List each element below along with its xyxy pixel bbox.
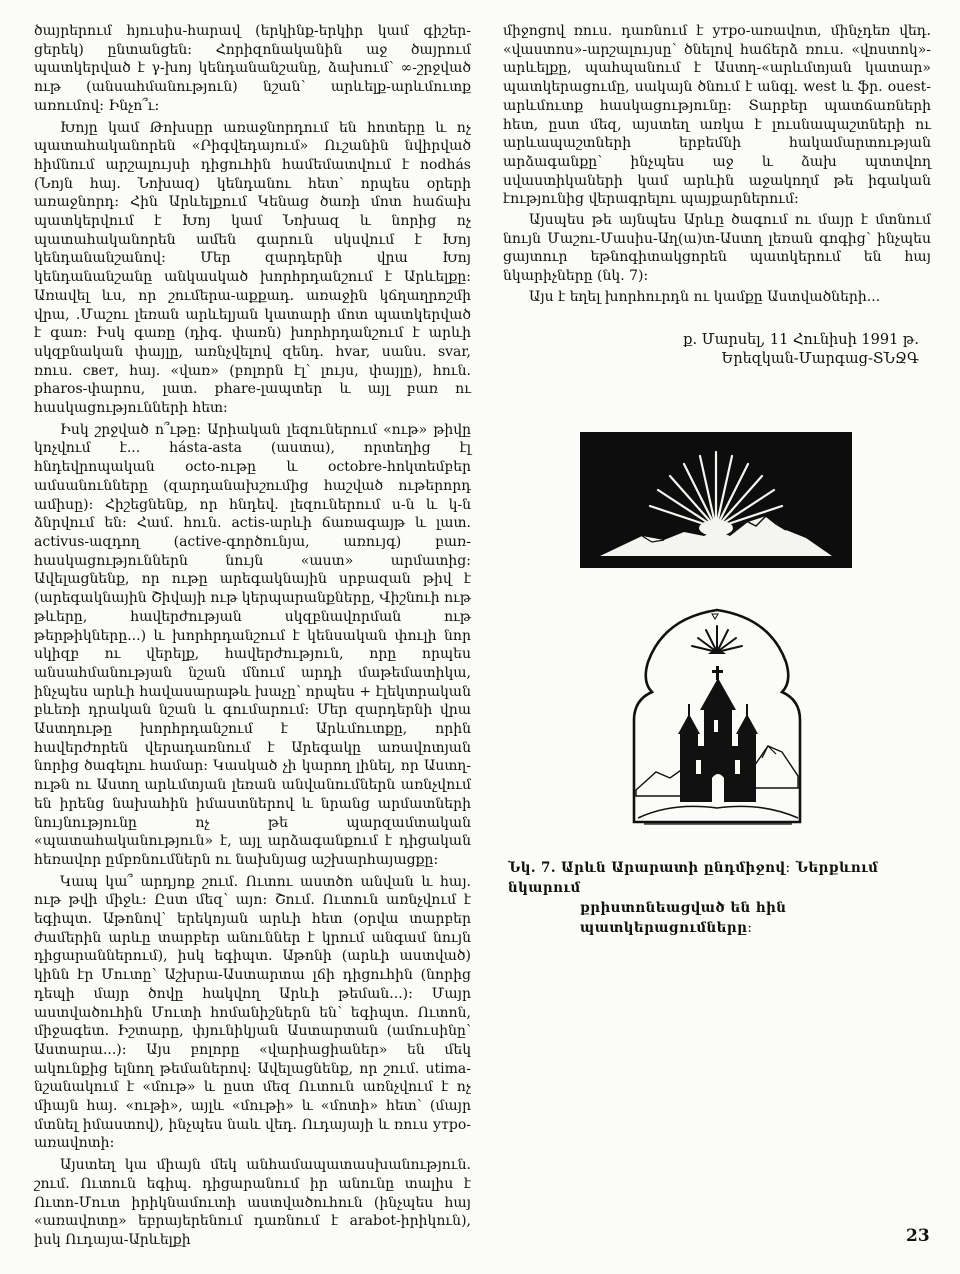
figure-caption-line: Նկ. 7. Արևն Արարատի ընդմիջով։ Ներքևում նկարում [508, 860, 879, 896]
signature-date: ք. Մարսել, 11 Հունիսի 1991 թ. [683, 331, 919, 348]
figure-caption-line: քրիստոնեացված են հին պատկերացումները։ [580, 900, 787, 936]
figure-caption [508, 858, 918, 938]
paragraph: ծայրերում հյուսիս-հարավ (երկինք-երկիր կամ գիշեր-ցերեկ) ընտանցեն։ Հորիզոնականին աջ ծայրում պատկերված է γ-խոյ կենդանանշանը, ձախում՝ ∞-շրջված ութ (անսահմանություն) նշան՝ արևելք-արևմուտք առումով։ Ինչո՞ւ։ [34, 23, 471, 114]
paragraph: միջոցով ռուս. դառնում է утро-առավոտ, մինչդեռ վեդ. «վաստոս»-արշալույսը՝ ծնելով հաճերձ ռուս. «վոստոկ»-արևելքը, պահպանում է Աստղ-«արևմտյան կատար» պատկերացումը, սակայն ծնում է անգլ. west և ֆր. ouest-արևմուտք հասկացությունը։ Տարբեր պատճառների հետ, ըստ մեզ, այստեղ առկա է լուսնապաշտների ու արևապաշտների երբեմնի հակամարտության արձագանքը՝ ինչպես աջ և ձախ պտտվող սվաստիկաների կամ արևին աջակողմ թե իգական էությունից վերագրելու պայքարներում։ [503, 23, 931, 208]
paragraph: Խոյը կամ Թոխսըր առաջնորդում են հոտերը և ոչ պատահականորեն «Րիգվեդայում» Ուշանին նվիրված հիմնում արշալույսի դիցուհին համեմատվում է nodhás (Նոյն հայ. Նոխազ) կենդանու հետ՝ որպես օրերի առաջնորդ։ Հին Արևելքում Կենաց ծառի մոտ հաճախ պատկերվում է Խոյ կամ Նոխազ և նորից ոչ պատահականորեն ամեն գարուն սկսվում է Խոյ կենդանանշանով։ Մեր զարդերնի վրա Խոյ կենդանանշանը անկասկած խորհրդանշում է Արևելքը։ Առավել ևս, որ շումերա-աքքադ. առաջին կճղաղրոշմի վրա, ․Մաշու լեռան արևելյան կատարի մոտ պատկերված է գառ։ Իսկ գառը (դիգ. փառն) խորհրդանշում է արևի սկզբնական փայլը, առնչվելով զենդ. hvar, սանս. svar, ռուս. свет, հայ. «վառ» (բոլորն էլ՝ լույս, փայլը), հուն. pharos-փարոս, լատ. phare-լապտեր և այլ բառ ու հասկացությունների հետ։ [34, 119, 471, 417]
paragraph: Այստեղ կա միայն մեկ անհամապատասխանություն. շում. Ուտուն եգիպ. դիցարանում իր անունը տալիս է Ուտո-Մուտ իրիկնամուտի աստվածուհուն (ինչպես հայ «առավոտը» եբրայերենում դառնում է arabot-իրիկուն), իսկ Ուդայա-Արևելքի [34, 1157, 471, 1248]
signature-block [503, 331, 931, 369]
figure-church-illustration [572, 596, 862, 834]
page-number: 23 [906, 1226, 930, 1246]
signature-author: Երեզկան-Մարգաց-ՏՆՋԳ [721, 350, 919, 367]
paragraph: Այս է եղել խորհուրդն ու կամքը Աստվածների... [529, 288, 881, 305]
right-column [503, 22, 931, 369]
figure-sunrise-illustration [580, 432, 852, 568]
paragraph: Իսկ շրջված ո՞ւթը։ Արիական լեզուներում «ութ» թիվը կոչվում է... hásta-asta (աստա), որտեղից էլ հնդեվրոպական octo-ութը և octobre-հոկտեմբեր ամսանունները (զարդանախշումից հաշված ութերորդ ամիսը)։ Հիշեցնենք, որ հնդեվ. լեզուներում ս-ն և կ-ն ձնրվում են։ Համ. հուն. actis-արևի ճառագայթ և լատ. activus-ազդող (active-գործունյա, առույգ) բառ-հասկացություններն նույն «աստ» արմատից։ Ավելացնենք, որ ութը արեգակնային սրբազան թիվ է (արեգակնային Շիվայի ութ կերպարանքները, Վիշնուի ութ թևերը, հավերժության սկզբնավորման ութ թերթիկները...) և խորհրդանշում է կենսական փուլի նոր սկիզբ ու վերելք, հավերժություն, որը որպես անսահմանության նշան մնում արդի մաթեմատիկա, ինչպես արևի հավասարաթև խաչը՝ որպես + էլեկտրական բևեռի դրական նշան և գումարում։ Մեր զարդերնի վրա Աստղութը խորհրդանշում է Արևմուտքը, որին հավերժորեն վերադառնում է Արեգակը առավոտյան նորից ծագելու համար։ Կասկած չի կարող լինել, որ Աստղ-ութն ու Աստղ արևմտյան լեռան անվանումներն առնչվում են իրենց նախահին իմաստներով և նրանց արմատների նույնությունը ոչ թե պարզամտական «պատահականություն» է, այլ արձագանքում է դիցական հեռավոր ըմբռնումներն ու նախնյաց աշխարհայացքը։ [34, 421, 471, 868]
sunrise-over-mountain-image [580, 432, 852, 568]
paragraph: Կապ կա՞ արդյոք շում. Ուտու աստծո անվան և հայ. ութ թվի միջև։ Ըստ մեզ՝ այո։ Շում. Ուտուն առնչվում է եգիպտ. Աթոնով՝ երեկոյան արևի հետ (օրվա տարբեր ժամերին արևը տարբեր անուններ է կրում անգամ նույն դիցարաններում), իսկ եգիպտ. Աթոնի (արևի աստված) կինն էր Մուտը՝ Աշխրա-Աստարտա լճի դիցուհին (նորից դեպի մայր ծովը հակվող Արևի թեման...)։ Մայր աստվածուհին Մուտի հոմանիշներն են՝ եգիպտ. Ուտոն, միջագետ. Իշտարը, փյունիկյան Աստարտան (ամուսինը՝ Աստարա...)։ Այս բոլորը «վարիացիաներ» են մեկ ակունքից ելնող թեմաներով։ Ավելացնենք, որ շում. utima-նշանակում է «մութ» և ըստ մեզ Ուտուն առնչվում է ոչ միայն հայ. «ութի», այլև «մութի» և «մոտի» հետ՝ (մայր մտնել իմաստով), ինչպես նաև վեդ. Ուդայայի և ռուս утро-առավոտի։ [34, 873, 471, 1152]
left-column [34, 22, 471, 1250]
paragraph: Այսպես թե այնպես Արևը ծագում ու մայր է մտնում նույն Մաշու-Մասիս-Աղ(ա)տ-Աստղ լեռան գոգից՝ ինչպես ցայտուր եթնոգիտակցորեն պատկերում են հայ նկարիչները (նկ. 7)։ [503, 212, 931, 285]
church-under-dome-image [572, 596, 862, 834]
